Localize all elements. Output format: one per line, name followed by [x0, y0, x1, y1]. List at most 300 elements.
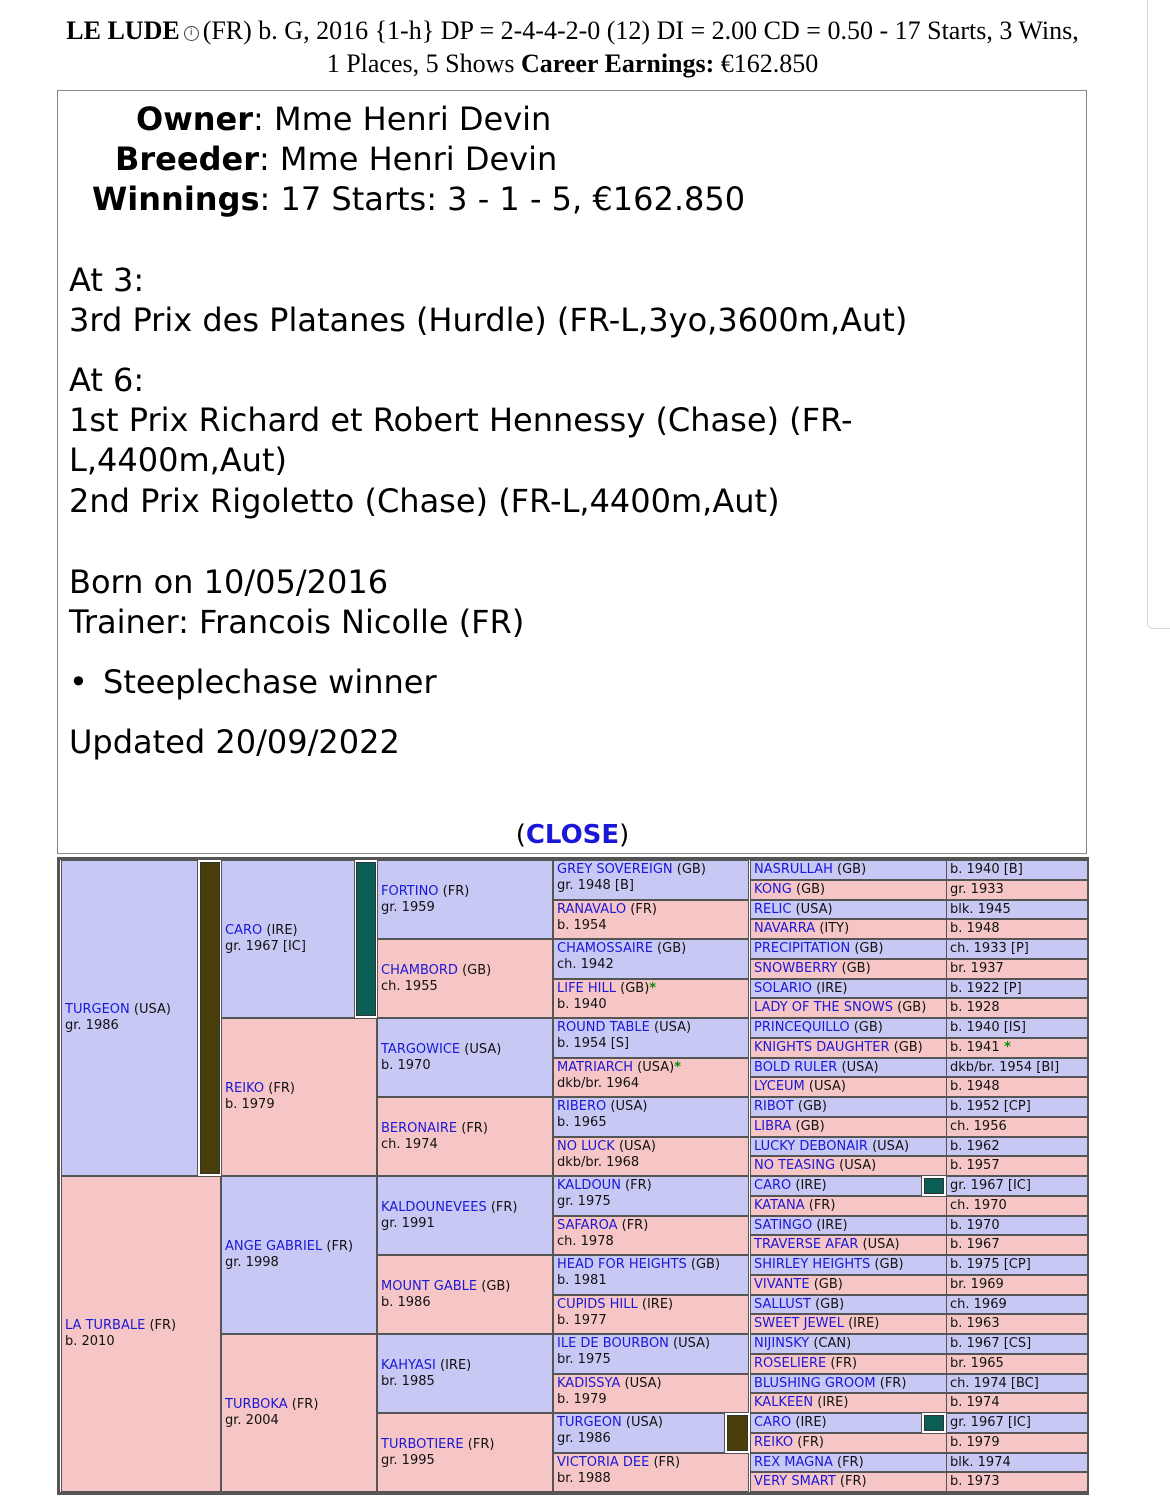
horse-description: ch. 1970	[950, 1197, 1007, 1213]
horse-link[interactable]: NAVARRA	[754, 921, 816, 937]
horse-country: (USA)	[606, 1099, 648, 1114]
horse-country: (USA)	[837, 1059, 879, 1075]
horse-summary: (FR) b. G, 2016 {1-h} DP = 2-4-4-2-0 (12) DI = 2.00 CD = 0.50 - 17 Starts, 3 Wins,	[202, 16, 1079, 45]
horse-country: (USA)	[614, 1138, 656, 1154]
horse-link[interactable]: KALDOUN	[557, 1178, 621, 1193]
pedigree-cell-gen1	[61, 1176, 221, 1492]
horse-description: gr. 1991	[381, 1215, 435, 1231]
horse-country: (FR)	[832, 1454, 864, 1470]
horse-link[interactable]: KADISSYA	[557, 1375, 621, 1391]
horse-country: (USA)	[621, 1415, 663, 1430]
pedigree-cell-gen5	[750, 1374, 947, 1394]
horse-country: (FR)	[626, 901, 657, 917]
pedigree-cell-gen5	[750, 1295, 947, 1315]
horse-country: (CAN)	[809, 1336, 852, 1351]
pedigree-cell-gen3	[377, 1018, 553, 1097]
pedigree-cell-gen4	[553, 1334, 749, 1374]
horse-description: blk. 1945	[950, 901, 1011, 917]
horse-description: br. 1937	[950, 960, 1004, 976]
horse-description: br. 1969	[950, 1276, 1004, 1292]
horse-country: (GB)	[809, 1276, 843, 1292]
pedigree-cell-gen2	[221, 860, 355, 1018]
horse-description: br. 1985	[381, 1373, 435, 1389]
pedigree-cell-gen5	[750, 1176, 922, 1196]
star-icon: *	[674, 1059, 682, 1075]
horse-link[interactable]: CARO	[754, 1178, 792, 1193]
horse-description: gr. 1986	[557, 1431, 611, 1446]
close-row: (CLOSE)	[515, 820, 630, 850]
horse-link[interactable]: FORTINO	[381, 883, 439, 899]
pedigree-cell-gen5-desc	[946, 1275, 1088, 1295]
pedigree-cell-gen3	[377, 1176, 553, 1255]
pedigree-cell-gen5-desc	[946, 939, 1088, 959]
horse-link[interactable]: SWEET JEWEL	[754, 1316, 844, 1332]
pedigree-cell-gen3	[377, 939, 553, 1018]
pedigree-cell-gen5	[750, 1472, 947, 1492]
pedigree-cell-gen4	[553, 900, 749, 940]
pedigree-cell-gen5-desc	[946, 900, 1088, 920]
horse-description: b. 1928	[950, 1000, 1000, 1016]
horse-link[interactable]: TRAVERSE AFAR	[754, 1237, 859, 1253]
winnings-row	[92, 179, 745, 220]
horse-description: ch. 1974 [BC]	[950, 1375, 1039, 1391]
horse-description: b. 1957	[950, 1158, 1000, 1174]
horse-country: (FR)	[322, 1239, 354, 1254]
horse-description: dkb/br. 1968	[557, 1154, 640, 1170]
dosage-bar	[200, 862, 220, 1174]
pedigree-cell-gen5-desc	[946, 1176, 1088, 1196]
pedigree-cell-gen5	[750, 1393, 947, 1413]
horse-country: (FR)	[287, 1397, 319, 1412]
pedigree-cell-gen4	[553, 1374, 749, 1414]
horse-link[interactable]: CHAMBORD	[381, 962, 458, 978]
pedigree-cell-gen5-desc	[946, 1295, 1088, 1315]
pedigree-cell-gen4	[553, 1018, 749, 1058]
horse-link[interactable]: TURBOTIERE	[381, 1436, 464, 1452]
horse-link[interactable]: KONG	[754, 881, 792, 897]
horse-country: (USA)	[649, 1020, 692, 1035]
pedigree-cell-gen5	[750, 1058, 947, 1078]
pedigree-cell-gen5	[750, 979, 947, 999]
trainer: Trainer: Francois Nicolle (FR)	[69, 603, 525, 641]
horse-link[interactable]: LIBRA	[754, 1118, 792, 1134]
pedigree-cell-gen3	[377, 1255, 553, 1334]
horse-country: (USA)	[460, 1041, 502, 1057]
pedigree-cell-gen5	[750, 1354, 947, 1374]
horse-country: (FR)	[875, 1375, 907, 1391]
horse-description: br. 1975	[557, 1352, 611, 1367]
pedigree-cell-gen5-desc	[946, 1393, 1088, 1413]
dosage-bar	[924, 1415, 944, 1431]
pedigree-cell-gen5-desc	[946, 1077, 1088, 1097]
horse-description: dkb/br. 1954 [BI]	[950, 1059, 1060, 1075]
horse-country: (GB)	[889, 1039, 923, 1055]
pedigree-cell-gen5	[750, 1334, 947, 1354]
pedigree-cell-gen5-desc	[946, 1058, 1088, 1078]
horse-country: (FR)	[486, 1199, 518, 1215]
horse-country: (ITY)	[815, 921, 850, 937]
pedigree-table	[57, 857, 1089, 1495]
at6-race-1: 1st Prix Richard et Robert Hennessy (Chase) (FR-	[69, 401, 853, 439]
horse-country: (USA)	[804, 1079, 846, 1095]
horse-country: (IRE)	[637, 1296, 674, 1312]
dosage-bar	[924, 1178, 944, 1194]
horse-country: (GB)	[686, 1257, 721, 1272]
horse-link[interactable]: BLUSHING GROOM	[754, 1375, 876, 1391]
horse-description: b. 1940 [B]	[950, 862, 1023, 877]
horse-link[interactable]: NASRULLAH	[754, 862, 833, 877]
horse-description: b. 2010	[65, 1334, 115, 1349]
horse-country: (GB)	[870, 1257, 904, 1272]
horse-country: (USA)	[668, 1336, 711, 1351]
horse-description: ch. 1978	[557, 1233, 614, 1249]
horse-link[interactable]: SAFAROA	[557, 1217, 618, 1233]
horse-country: (USA)	[633, 1059, 675, 1075]
pedigree-cell-gen5	[750, 1097, 947, 1117]
horse-link[interactable]: TARGOWICE	[381, 1041, 461, 1057]
pedigree-cell-gen5	[750, 998, 947, 1018]
horse-description: b. 1954	[557, 917, 607, 933]
horse-link[interactable]: KALKEEN	[754, 1395, 814, 1411]
pedigree-cell-gen2	[221, 1018, 377, 1176]
horse-description: b. 1970	[950, 1217, 1000, 1233]
horse-link[interactable]: TURBOKA	[225, 1397, 288, 1412]
horse-link[interactable]: VERY SMART	[754, 1474, 836, 1490]
pedigree-cell-gen5	[750, 1018, 947, 1038]
breeder-value: : Mme Henri Devin	[258, 140, 558, 178]
horse-description: b. 1967	[950, 1237, 1000, 1253]
earnings-value: €162.850	[720, 49, 819, 78]
owner-value: : Mme Henri Devin	[253, 100, 552, 138]
horse-description: gr. 1998	[225, 1255, 279, 1270]
horse-country: (GB)	[457, 962, 492, 978]
horse-country: (IRE)	[262, 923, 298, 938]
horse-description: b. 1977	[557, 1312, 607, 1328]
horse-country: (FR)	[264, 1081, 295, 1096]
horse-country: (FR)	[457, 1120, 488, 1136]
horse-country: (GB)	[652, 941, 687, 956]
pedigree-cell-gen5	[750, 880, 947, 900]
pedigree-cell-gen3	[377, 1334, 553, 1413]
owner-label: Owner	[136, 100, 254, 138]
horse-country: (FR)	[438, 883, 470, 899]
winnings-value: : 17 Starts: 3 - 1 - 5, €162.850	[259, 180, 746, 218]
horse-link[interactable]: MOUNT GABLE	[381, 1278, 478, 1294]
horse-description: ch. 1969	[950, 1296, 1007, 1312]
horse-link[interactable]: RANAVALO	[557, 901, 627, 917]
horse-description: gr. 1995	[381, 1452, 435, 1468]
breeder-label: Breeder	[115, 140, 259, 178]
bullet-text: Steeplechase winner	[103, 663, 437, 701]
pedigree-cell-gen4	[553, 1097, 749, 1137]
horse-link[interactable]: RELIC	[754, 901, 792, 917]
close-link[interactable]: CLOSE	[525, 820, 620, 850]
horse-link[interactable]: SNOWBERRY	[754, 960, 838, 976]
horse-description: b. 1941	[950, 1039, 1000, 1055]
horse-link[interactable]: REIKO	[225, 1081, 265, 1096]
horse-link[interactable]: ANGE GABRIEL	[225, 1239, 323, 1254]
pedigree-cell-gen5	[750, 1275, 947, 1295]
horse-description: b. 1940	[557, 996, 607, 1012]
horse-link[interactable]: BOLD RULER	[754, 1059, 838, 1075]
horse-link[interactable]: LYCEUM	[754, 1079, 805, 1095]
pedigree-cell-gen5-desc	[946, 1334, 1088, 1354]
horse-link[interactable]: PRINCEQUILLO	[754, 1020, 850, 1035]
pedigree-cell-gen5-desc	[946, 860, 1088, 880]
horse-link[interactable]: HEAD FOR HEIGHTS	[557, 1257, 687, 1272]
winnings-label: Winnings	[92, 180, 260, 218]
horse-header	[0, 14, 1145, 80]
horse-link[interactable]: KAHYASI	[381, 1357, 436, 1373]
pedigree-cell-gen4	[553, 1176, 749, 1216]
dosage-bar	[727, 1415, 748, 1451]
pedigree-cell-gen5	[750, 1117, 947, 1137]
horse-country: (IRE)	[791, 1415, 827, 1430]
horse-link[interactable]: LUCKY DEBONAIR	[754, 1138, 868, 1154]
horse-link[interactable]: CUPIDS HILL	[557, 1296, 638, 1312]
horse-country: (USA)	[867, 1138, 910, 1154]
horse-link[interactable]: VIVANTE	[754, 1276, 810, 1292]
info-panel	[57, 90, 1087, 854]
horse-country: (USA)	[620, 1375, 662, 1391]
pedigree-cell-gen5	[750, 939, 947, 959]
at6-heading: At 6:	[69, 361, 145, 399]
star-icon: *	[649, 980, 657, 996]
pedigree-cell-gen4	[553, 860, 749, 900]
horse-country: (IRE)	[813, 1395, 849, 1411]
pedigree-cell-gen5	[750, 900, 947, 920]
pedigree-cell-gen4	[553, 1137, 749, 1177]
horse-link[interactable]: NO TEASING	[754, 1158, 836, 1174]
pedigree-cell-gen5-desc	[946, 1156, 1088, 1176]
at6-race-2: 2nd Prix Rigoletto (Chase) (FR-L,4400m,Aut)	[69, 482, 780, 520]
horse-country: (USA)	[129, 1002, 171, 1017]
horse-country: (GB)	[893, 1000, 927, 1016]
owner-row	[136, 99, 551, 140]
horse-country: (GB)	[793, 1099, 828, 1114]
horse-description: b. 1965	[557, 1115, 607, 1130]
horse-link[interactable]: LA TURBALE	[65, 1318, 146, 1333]
at3-race-1: 3rd Prix des Platanes (Hurdle) (FR-L,3yo,3600m,Aut)	[69, 301, 908, 339]
pedigree-cell-gen5-desc	[946, 1314, 1088, 1334]
horse-link[interactable]: KATANA	[754, 1197, 805, 1213]
horse-description: b. 1952 [CP]	[950, 1099, 1031, 1114]
pedigree-cell-gen5-desc	[946, 1137, 1088, 1157]
horse-country: (FR)	[145, 1318, 177, 1333]
pedigree-cell-gen5-desc	[946, 1097, 1088, 1117]
horse-link[interactable]: GREY SOVEREIGN	[557, 862, 673, 877]
pedigree-cell-gen1	[61, 860, 198, 1176]
horse-link[interactable]: RIBOT	[754, 1099, 794, 1114]
horse-country: (FR)	[804, 1197, 836, 1213]
horse-description: ch. 1956	[950, 1118, 1007, 1134]
bullet-item	[69, 662, 437, 703]
horse-description: b. 1967 [CS]	[950, 1336, 1032, 1351]
horse-country: (GB)	[791, 881, 826, 897]
horse-link[interactable]: SALLUST	[754, 1296, 811, 1312]
horse-description: gr. 2004	[225, 1413, 279, 1428]
horse-link[interactable]: VICTORIA DEE	[557, 1454, 650, 1470]
horse-link[interactable]: CHAMOSSAIRE	[557, 941, 653, 956]
horse-description: b. 1954 [S]	[557, 1036, 630, 1051]
pedigree-cell-gen5-desc	[946, 1216, 1088, 1236]
pedigree-cell-gen5-desc	[946, 1433, 1088, 1453]
pedigree-cell-gen4	[553, 1453, 749, 1493]
horse-description: b. 1981	[557, 1273, 607, 1288]
horse-link[interactable]: CARO	[754, 1415, 792, 1430]
pedigree-cell-gen4	[553, 979, 749, 1019]
pedigree-cell-gen5	[750, 1453, 947, 1473]
horse-description: blk. 1974	[950, 1454, 1011, 1470]
pedigree-cell-gen5-desc	[946, 1374, 1088, 1394]
horse-description: ch. 1942	[557, 957, 614, 972]
pedigree-cell-gen5	[750, 959, 947, 979]
horse-link[interactable]: ILE DE BOURBON	[557, 1336, 669, 1351]
horse-country: (IRE)	[791, 1178, 827, 1193]
horse-country: (FR)	[617, 1217, 649, 1233]
pedigree-cell-gen5	[750, 1216, 947, 1236]
at6-race-1-cont: L,4400m,Aut)	[69, 441, 287, 479]
bullet-icon: •	[69, 663, 88, 701]
horse-link[interactable]: MATRIARCH	[557, 1059, 634, 1075]
horse-description: b. 1940 [IS]	[950, 1020, 1026, 1035]
horse-link[interactable]: NO LUCK	[557, 1138, 615, 1154]
horse-link[interactable]: KALDOUNEVEES	[381, 1199, 487, 1215]
horse-country: (FR)	[835, 1474, 867, 1490]
pedigree-cell-gen5-desc	[946, 1413, 1088, 1433]
horse-description: gr. 1967 [IC]	[950, 1178, 1031, 1193]
pedigree-cell-gen5	[750, 919, 947, 939]
horse-country: (USA)	[858, 1237, 900, 1253]
horse-description: b. 1974	[950, 1395, 1000, 1411]
horse-description: gr. 1933	[950, 881, 1004, 897]
horse-country: (IRE)	[843, 1316, 880, 1332]
horse-link[interactable]: ROSELIERE	[754, 1355, 827, 1371]
pedigree-cell-gen4	[553, 1058, 749, 1098]
pedigree-cell-gen5	[750, 1413, 922, 1433]
horse-description: ch. 1933 [P]	[950, 941, 1029, 956]
pedigree-cell-gen4	[553, 939, 749, 979]
pedigree-cell-gen4	[553, 1255, 749, 1295]
horse-country: (GB)	[477, 1278, 511, 1294]
pedigree-cell-gen5	[750, 1196, 947, 1216]
horse-country: (GB)	[672, 862, 706, 877]
horse-country: (IRE)	[435, 1357, 472, 1373]
pedigree-cell-gen5	[750, 1137, 947, 1157]
horse-country: (IRE)	[812, 1217, 848, 1233]
pedigree-cell-gen5-desc	[946, 979, 1088, 999]
horse-description: br. 1965	[950, 1355, 1004, 1371]
pedigree-cell-gen5-desc	[946, 1354, 1088, 1374]
horse-description: b. 1973	[950, 1474, 1000, 1490]
horse-description: b. 1962	[950, 1138, 1000, 1154]
horse-country: (GB)	[849, 1020, 883, 1035]
pedigree-cell-gen5	[750, 1156, 947, 1176]
pedigree-cell-gen5-desc	[946, 880, 1088, 900]
horse-country: (GB)	[832, 862, 867, 877]
horse-description: gr. 1959	[381, 899, 435, 915]
pedigree-cell-gen5-desc	[946, 1196, 1088, 1216]
pedigree-cell-gen3	[377, 860, 553, 939]
horse-description: b. 1922 [P]	[950, 980, 1022, 996]
horse-country: (GB)	[791, 1118, 825, 1134]
pedigree-cell-gen5	[750, 1235, 947, 1255]
pedigree-cell-gen5-desc	[946, 1472, 1088, 1492]
horse-description: gr. 1986	[65, 1018, 119, 1033]
horse-link[interactable]: SOLARIO	[754, 980, 813, 996]
pedigree-cell-gen4	[553, 1295, 749, 1335]
horse-country: (FR)	[793, 1434, 824, 1450]
pedigree-cell-gen5-desc	[946, 998, 1088, 1018]
horse-link[interactable]: SHIRLEY HEIGHTS	[754, 1257, 871, 1272]
horse-country: (FR)	[463, 1436, 495, 1452]
horse-description: ch. 1974	[381, 1136, 438, 1152]
horse-description: gr. 1948 [B]	[557, 878, 634, 893]
horse-country: (FR)	[649, 1454, 681, 1470]
horse-link[interactable]: PRECIPITATION	[754, 941, 851, 956]
pedigree-cell-gen4	[553, 1216, 749, 1256]
horse-link[interactable]: SATINGO	[754, 1217, 813, 1233]
horse-link[interactable]: CARO	[225, 923, 263, 938]
info-icon[interactable]: i	[184, 26, 199, 41]
horse-description: gr. 1967 [IC]	[950, 1415, 1031, 1430]
horse-link[interactable]: LADY OF THE SNOWS	[754, 1000, 894, 1016]
horse-link[interactable]: NIJINSKY	[754, 1336, 810, 1351]
pedigree-cell-gen5-desc	[946, 1018, 1088, 1038]
pedigree-cell-gen5-desc	[946, 1235, 1088, 1255]
horse-country: (GB)	[850, 941, 884, 956]
horse-description: b. 1986	[381, 1294, 431, 1310]
horse-description: b. 1963	[950, 1316, 1000, 1332]
pedigree-cell-gen5-desc	[946, 1255, 1088, 1275]
horse-country: (GB)	[837, 960, 871, 976]
horse-link[interactable]: RIBERO	[557, 1099, 607, 1114]
horse-link[interactable]: LIFE HILL	[557, 980, 616, 996]
pedigree-cell-gen2	[221, 1176, 377, 1334]
horse-description: b. 1948	[950, 1079, 1000, 1095]
pedigree-cell-gen5-desc	[946, 1117, 1088, 1137]
horse-description: b. 1979	[950, 1434, 1000, 1450]
pedigree-cell-gen5-desc	[946, 919, 1088, 939]
horse-description: gr. 1967 [IC]	[225, 939, 306, 954]
pedigree-cell-gen5	[750, 1077, 947, 1097]
horse-link[interactable]: BERONAIRE	[381, 1120, 458, 1136]
born-date: Born on 10/05/2016	[69, 563, 389, 601]
pedigree-cell-gen5	[750, 860, 947, 880]
horse-link[interactable]: TURGEON	[557, 1415, 622, 1430]
horse-description: b. 1979	[557, 1391, 607, 1407]
horse-country: (FR)	[826, 1355, 858, 1371]
horse-link[interactable]: ROUND TABLE	[557, 1020, 650, 1035]
horse-name: LE LUDE	[66, 16, 180, 45]
pedigree-cell-gen3	[377, 1413, 553, 1492]
pedigree-cell-gen5-desc	[946, 1038, 1088, 1058]
horse-country: (GB)	[616, 980, 650, 996]
horse-link[interactable]: KNIGHTS DAUGHTER	[754, 1039, 890, 1055]
horse-link[interactable]: REX MAGNA	[754, 1454, 833, 1470]
breeder-row	[115, 139, 557, 180]
dosage-bar	[356, 862, 376, 1016]
horse-link[interactable]: REIKO	[754, 1434, 794, 1450]
updated-date: Updated 20/09/2022	[69, 723, 400, 761]
horse-country: (FR)	[620, 1178, 652, 1193]
horse-description: b. 1979	[225, 1097, 275, 1112]
pedigree-cell-gen5	[750, 1433, 947, 1453]
scrollbar[interactable]	[1147, 0, 1170, 629]
pedigree-cell-gen5	[750, 1255, 947, 1275]
horse-description: dkb/br. 1964	[557, 1075, 640, 1091]
horse-link[interactable]: TURGEON	[65, 1002, 130, 1017]
